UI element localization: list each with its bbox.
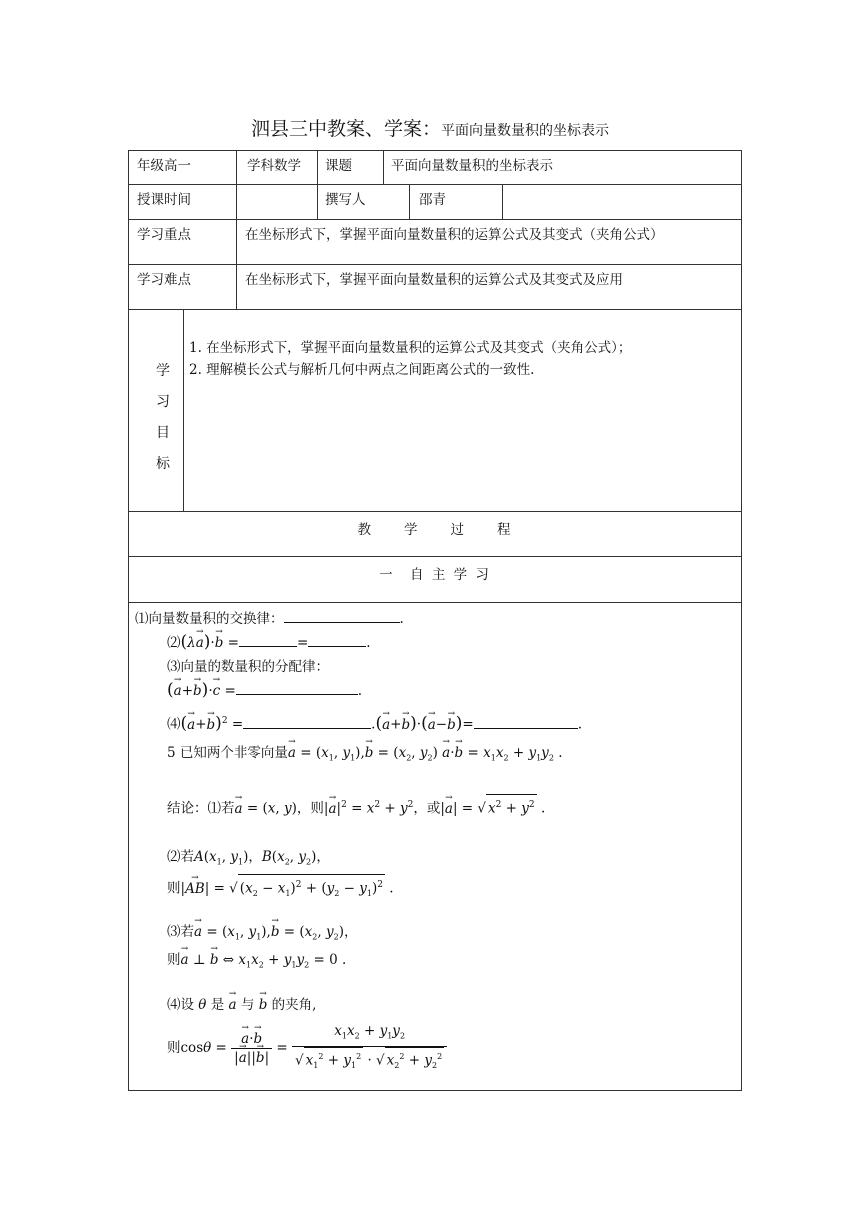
conclusion-angle-given: ⑷设 θ 是 → a 与 → b 的夹角, bbox=[167, 995, 316, 1015]
key-value: 在坐标形式下，掌握平面向量数量积的运算公式及其变式（夹角公式） bbox=[245, 227, 664, 243]
formula-text: ⑷ bbox=[167, 716, 181, 733]
formula-distributive: (→ a+→ b)·→ c = . bbox=[167, 680, 362, 701]
formula-text: 5 已知两个非零向量 bbox=[167, 745, 288, 761]
difficult-label: 学习难点 bbox=[137, 272, 191, 288]
formula-text: ，则 bbox=[296, 800, 324, 817]
lesson-title: 平面向量数量积的坐标表示 bbox=[441, 123, 609, 139]
formula-text: 则 bbox=[167, 880, 181, 897]
conclusion-angle: 则cosθ = → $\frac{a\cdot\to b}{|\to a||\to b|}$ = $\frac{x_1x_2 + y_1y_2}{√ x_1^2 + y_1^2 \cdot √ x_2^2 + y_2^2}$ bbox=[167, 1022, 447, 1075]
formula-text: 结论：⑴若 bbox=[167, 800, 235, 817]
topic-label: 课题 bbox=[325, 158, 352, 174]
conclusion-perpendicular-given: ⑶若→ $a = (x_1$, $y_1),\to b = (x_2$, $y_2$)， bbox=[167, 922, 358, 948]
time-label: 授课时间 bbox=[137, 192, 191, 208]
goals-list bbox=[189, 337, 631, 381]
formula-scalar: ⑵(λ→ a)·→ b = = . bbox=[167, 632, 371, 653]
formula-text: ⑶若 bbox=[167, 924, 194, 940]
goal-item: 1. 在坐标形式下，掌握平面向量数量积的运算公式及其变式（夹角公式）； bbox=[189, 340, 632, 356]
formula-commutative: ⑴向量数量积的交换律： . bbox=[135, 608, 404, 629]
lesson-table bbox=[128, 150, 742, 1091]
formula-text: 则 bbox=[167, 952, 181, 968]
key-label: 学习重点 bbox=[137, 227, 191, 243]
section-heading: 一 自 主 学 习 bbox=[379, 567, 491, 583]
conclusion-perpendicular: 则→ a ⊥ → b ⇔ $x_1x_2 + y_1y_2 = 0$ . bbox=[167, 950, 346, 976]
page-title bbox=[0, 114, 860, 141]
formula-text: 与 bbox=[240, 997, 255, 1013]
formula-text: 则 bbox=[167, 1039, 181, 1056]
formula-text: ⑵若 bbox=[167, 849, 194, 865]
topic-value: 平面向量数量积的坐标表示 bbox=[391, 158, 553, 174]
writer-value: 邵青 bbox=[419, 192, 446, 208]
school-title: 泗县三中教案、学案： bbox=[250, 118, 441, 140]
goal-item: 2. 理解模长公式与解析几何中两点之间距离公式的一致性. bbox=[189, 362, 535, 378]
subject-cell: 学科数学 bbox=[247, 158, 301, 174]
conclusion-magnitude: 结论：⑴若→ a = (x, y)，则|→ $a|^2 = x^2 + y^2$，或|→ a| = √ $x^2 + y^2$ . bbox=[167, 794, 545, 819]
formula-text: ，或 bbox=[413, 800, 441, 817]
formula-text: ⑴向量数量积的交换律： bbox=[135, 611, 284, 627]
goals-label-char: 习 bbox=[156, 394, 170, 410]
conclusion-distance: 则|→ AB| = √ $(x_2 - x_1)^2 + (y_2 - y_1)^2$ . bbox=[167, 874, 394, 904]
formula-distributive-label: ⑶向量的数量积的分配律： bbox=[167, 659, 329, 675]
goals-label bbox=[155, 356, 171, 480]
grade-cell: 年级高一 bbox=[137, 158, 191, 174]
goals-label-char: 标 bbox=[156, 456, 170, 472]
goals-label-char: 学 bbox=[156, 363, 170, 379]
writer-label: 撰写人 bbox=[325, 192, 366, 208]
formula-coordinate-product: 5 已知两个非零向量→ $a = (x_1$, $y_1),\to b = (x_2$, $y_2) \to a\cdot\to b = x_1x_2 + y_1y_2$ . bbox=[167, 743, 563, 769]
process-heading: 教 学 过 程 bbox=[357, 522, 513, 538]
formula-square: ⑷(→ a+→ b)$^2$ = .(→ a+→ b)·(→ a−→ b)= . bbox=[167, 711, 582, 735]
formula-text: ⑷设 bbox=[167, 997, 194, 1013]
goals-label-char: 目 bbox=[156, 425, 170, 441]
conclusion-points: ⑵若$A(x_1$, $y_1$)，$B(x_2$, $y_2$)， bbox=[167, 849, 330, 867]
difficult-value: 在坐标形式下，掌握平面向量数量积的运算公式及其变式及应用 bbox=[245, 272, 623, 288]
formula-text: ⑵ bbox=[167, 635, 181, 651]
formula-text: 是 bbox=[210, 997, 225, 1013]
formula-text: 的夹角, bbox=[271, 997, 317, 1013]
